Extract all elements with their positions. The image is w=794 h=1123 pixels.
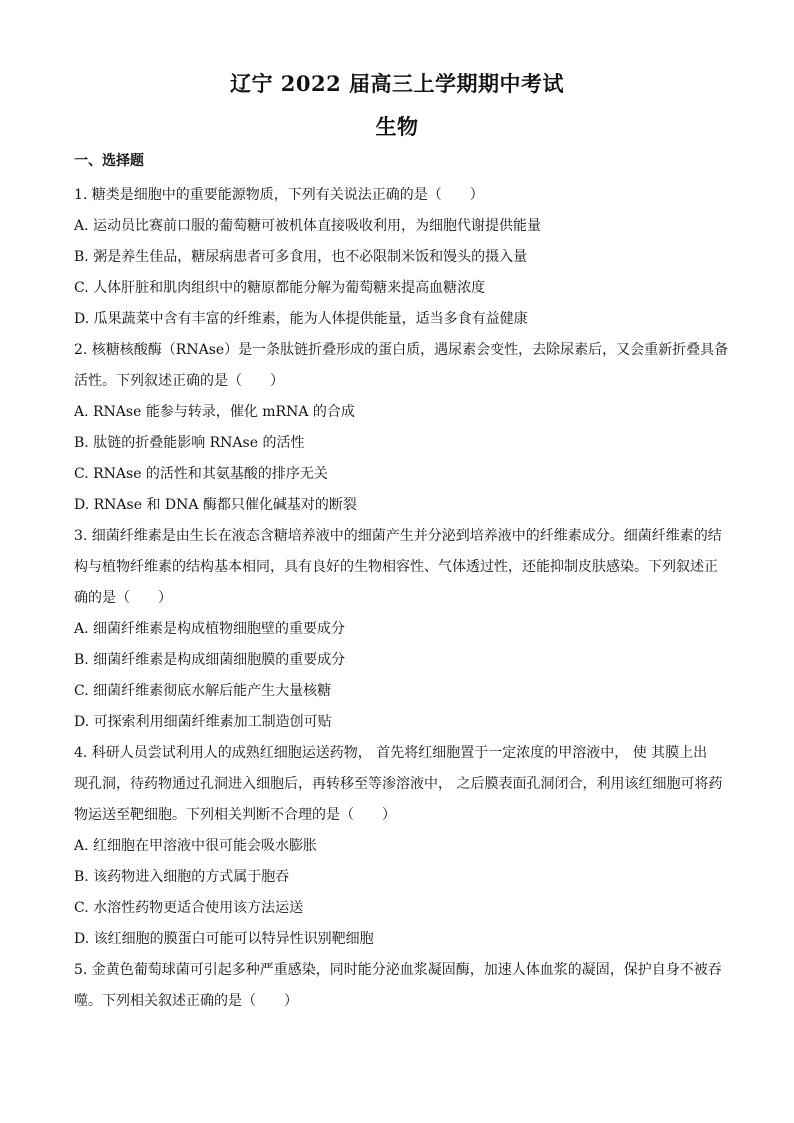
question-5-stem-cont: 噬。下列相关叙述正确的是（ ） xyxy=(74,993,298,1009)
question-2-option-c: C. RNAse 的活性和其氨基酸的排序无关 xyxy=(74,466,328,482)
question-3-stem: 3. 细菌纤维素是由生长在液态含糖培养液中的细菌产生并分泌到培养液中的纤维素成分。细菌纤维素的结 xyxy=(74,528,722,544)
question-3-option-b: B. 细菌纤维素是构成细菌细胞膜的重要成分 xyxy=(74,652,346,668)
question-2-stem-cont: 活性。下列叙述正确的是（ ） xyxy=(74,373,284,389)
question-4-option-c: C. 水溶性药物更适合使用该方法运送 xyxy=(74,900,304,916)
question-2-option-d: D. RNAse 和 DNA 酶都只催化碱基对的断裂 xyxy=(74,497,357,513)
question-4-option-d: D. 该红细胞的膜蛋白可能可以特异性识别靶细胞 xyxy=(74,931,374,947)
subject-title: 生物 xyxy=(375,114,419,139)
question-4-option-b: B. 该药物进入细胞的方式属于胞吞 xyxy=(74,869,290,885)
question-3-stem-cont: 确的是（ ） xyxy=(74,590,172,606)
question-4-stem-cont: 物运送至靶细胞。下列相关判断不合理的是（ ） xyxy=(74,807,396,823)
question-1-option-c: C. 人体肝脏和肌肉组织中的糖原都能分解为葡萄糖来提高血糖浓度 xyxy=(74,280,486,296)
question-2-stem: 2. 核糖核酸酶（RNAse）是一条肽链折叠形成的蛋白质，遇尿素会变性，去除尿素后，又会重新折叠具备 xyxy=(74,342,729,358)
question-body xyxy=(74,180,729,1017)
question-1-option-a: A. 运动员比赛前口服的葡萄糖可被机体直接吸收利用，为细胞代谢提供能量 xyxy=(74,218,542,234)
question-2-option-a: A. RNAse 能参与转录，催化 mRNA 的合成 xyxy=(74,404,355,420)
question-4-stem-cont: 现孔洞，待药物通过孔洞进入细胞后，再转移至等渗溶液中， 之后膜表面孔洞闭合，利用该红细胞可将药 xyxy=(74,776,723,792)
question-2-option-b: B. 肽链的折叠能影响 RNAse 的活性 xyxy=(74,435,305,451)
question-3-option-d: D. 可探索利用细菌纤维素加工制造创可贴 xyxy=(74,714,332,730)
exam-title: 辽宁 2022 届高三上学期期中考试 xyxy=(229,71,565,96)
question-3-option-c: C. 细菌纤维素彻底水解后能产生大量核糖 xyxy=(74,683,332,699)
question-3-option-a: A. 细菌纤维素是构成植物细胞壁的重要成分 xyxy=(74,621,346,637)
question-3-stem-cont: 构与植物纤维素的结构基本相同，具有良好的生物相容性、气体透过性，还能抑制皮肤感染。下列叙述正 xyxy=(74,559,718,575)
question-1-option-d: D. 瓜果蔬菜中含有丰富的纤维素，能为人体提供能量，适当多食有益健康 xyxy=(74,311,528,327)
question-1-option-b: B. 粥是养生佳品，糖尿病患者可多食用，也不必限制米饭和馒头的摄入量 xyxy=(74,249,528,265)
section-heading: 一、选择题 xyxy=(74,153,144,169)
question-4-option-a: A. 红细胞在甲溶液中很可能会吸水膨胀 xyxy=(74,838,318,854)
question-5-stem: 5. 金黄色葡萄球菌可引起多种严重感染，同时能分泌血浆凝固酶，加速人体血浆的凝固，保护自身不被吞 xyxy=(74,962,722,978)
question-4-stem: 4. 科研人员尝试利用人的成熟红细胞运送药物， 首先将红细胞置于一定浓度的甲溶液中， 使 其膜上出 xyxy=(74,745,708,761)
question-1-stem: 1. 糖类是细胞中的重要能源物质，下列有关说法正确的是（ ） xyxy=(74,187,484,203)
